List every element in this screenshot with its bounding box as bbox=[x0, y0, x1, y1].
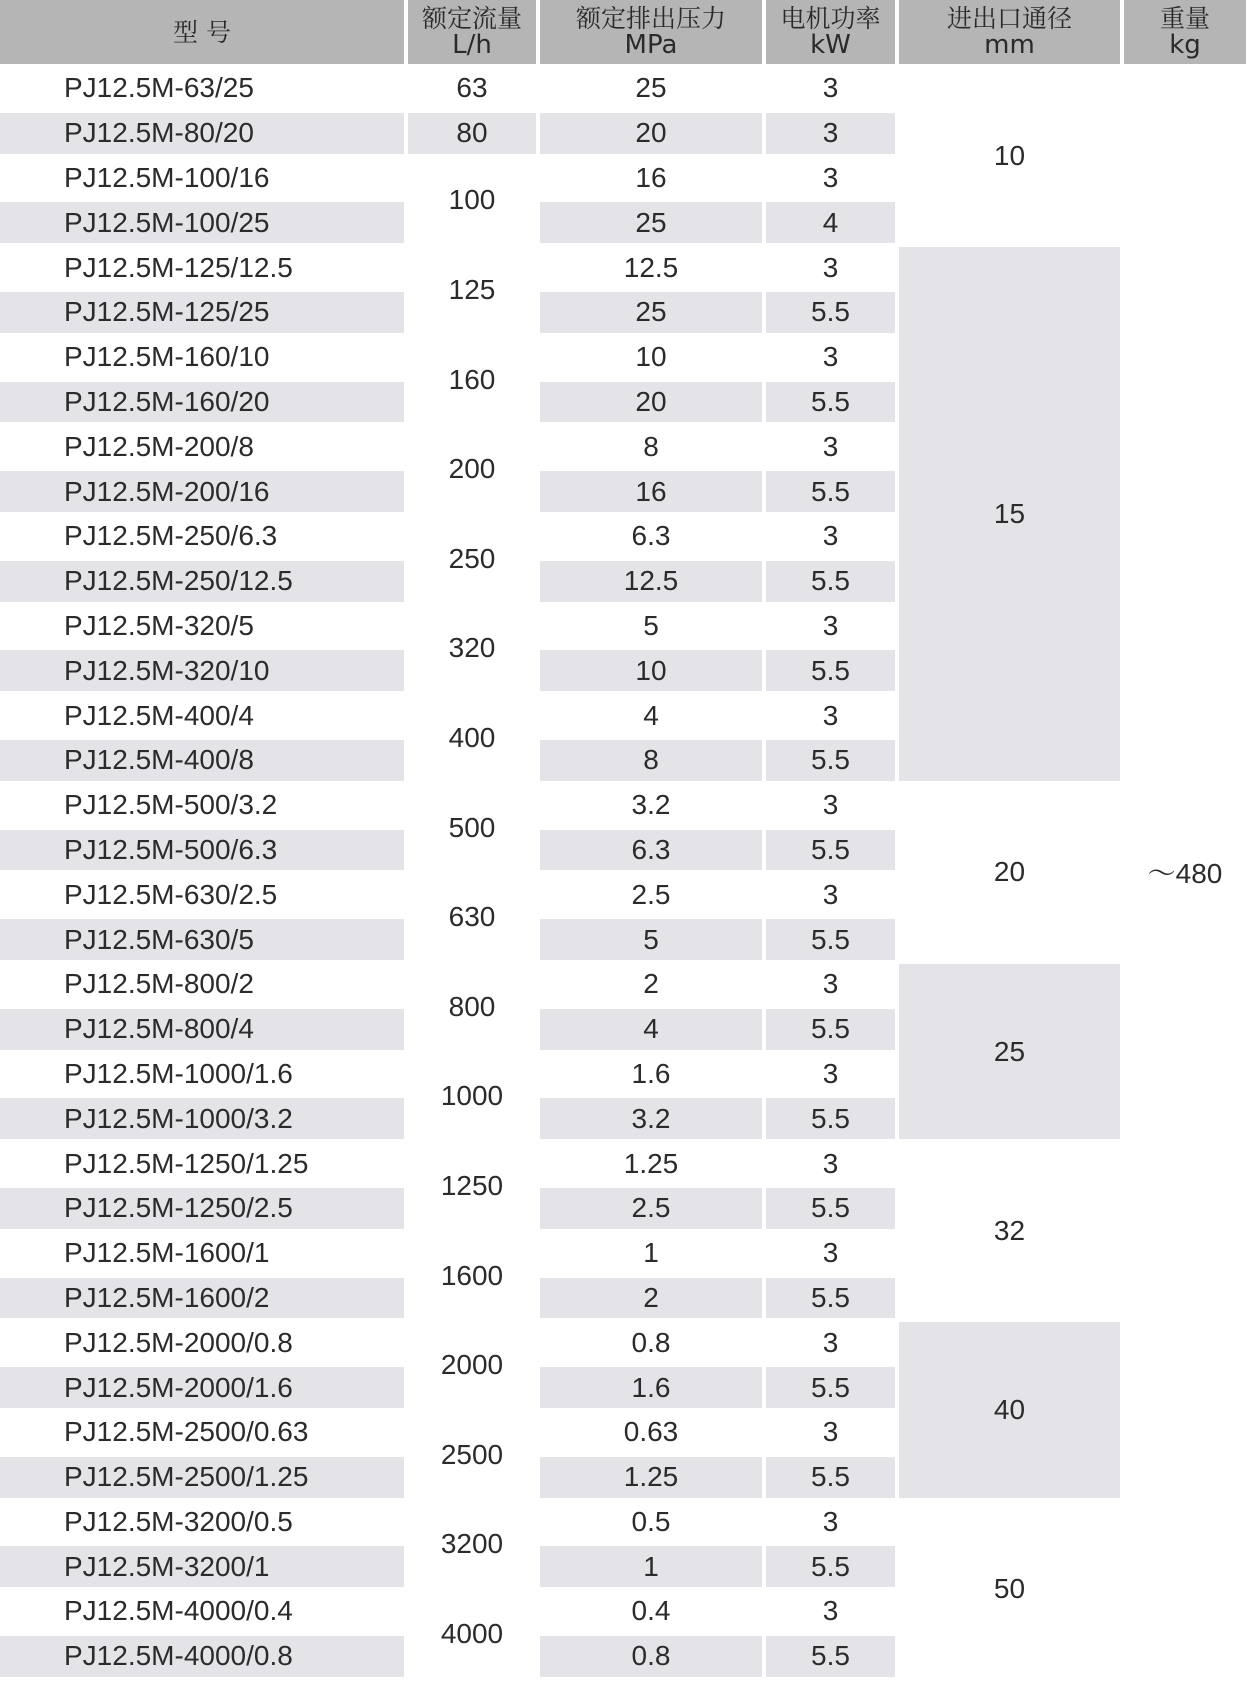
pressure-cell: 6.3 bbox=[540, 516, 762, 557]
pressure-cell: 1.6 bbox=[540, 1054, 762, 1095]
flow-cell: 1250 bbox=[408, 1143, 536, 1229]
pressure-cell: 20 bbox=[540, 382, 762, 423]
model-cell: PJ12.5M-200/16 bbox=[0, 471, 404, 512]
pressure-cell: 2.5 bbox=[540, 874, 762, 915]
pressure-cell: 6.3 bbox=[540, 830, 762, 871]
model-cell: PJ12.5M-2000/1.6 bbox=[0, 1367, 404, 1408]
power-cell: 3 bbox=[766, 113, 895, 154]
flow-cell: 800 bbox=[408, 964, 536, 1050]
table-row bbox=[0, 68, 1246, 109]
pressure-cell: 2 bbox=[540, 1278, 762, 1319]
power-cell: 5.5 bbox=[766, 1098, 895, 1139]
flow-cell: 4000 bbox=[408, 1591, 536, 1677]
header-power-unit: kW bbox=[810, 30, 851, 60]
port-cell: 10 bbox=[899, 68, 1120, 243]
header-model-label: 型 号 bbox=[173, 17, 231, 47]
pressure-cell: 25 bbox=[540, 292, 762, 333]
model-cell: PJ12.5M-100/25 bbox=[0, 202, 404, 243]
port-cell: 20 bbox=[899, 785, 1120, 960]
power-cell: 3 bbox=[766, 158, 895, 199]
pressure-cell: 20 bbox=[540, 113, 762, 154]
flow-cell: 1000 bbox=[408, 1054, 536, 1140]
header-power-label: 电机功率 bbox=[780, 4, 881, 33]
pressure-cell: 0.63 bbox=[540, 1412, 762, 1453]
pressure-cell: 3.2 bbox=[540, 785, 762, 826]
table-row bbox=[0, 247, 1246, 288]
power-cell: 3 bbox=[766, 964, 895, 1005]
header-pressure-unit: MPa bbox=[624, 30, 678, 60]
power-cell: 3 bbox=[766, 1502, 895, 1543]
model-cell: PJ12.5M-2500/1.25 bbox=[0, 1457, 404, 1498]
table-row bbox=[0, 1143, 1246, 1184]
model-cell: PJ12.5M-200/8 bbox=[0, 426, 404, 467]
pressure-cell: 1.6 bbox=[540, 1367, 762, 1408]
power-cell: 3 bbox=[766, 68, 895, 109]
power-cell: 5.5 bbox=[766, 1457, 895, 1498]
power-cell: 3 bbox=[766, 337, 895, 378]
model-cell: PJ12.5M-1000/3.2 bbox=[0, 1098, 404, 1139]
flow-cell: 500 bbox=[408, 785, 536, 871]
power-cell: 5.5 bbox=[766, 1009, 895, 1050]
header-port-unit: mm bbox=[984, 30, 1035, 60]
model-cell: PJ12.5M-1250/2.5 bbox=[0, 1188, 404, 1229]
power-cell: 3 bbox=[766, 1412, 895, 1453]
power-cell: 5.5 bbox=[766, 471, 895, 512]
table-row bbox=[0, 1502, 1246, 1543]
header-weight-label: 重量 bbox=[1159, 4, 1210, 33]
table-body bbox=[0, 68, 1246, 1677]
model-cell: PJ12.5M-80/20 bbox=[0, 113, 404, 154]
table-row bbox=[0, 785, 1246, 826]
power-cell: 5.5 bbox=[766, 650, 895, 691]
port-cell: 50 bbox=[899, 1502, 1120, 1677]
header-port bbox=[899, 0, 1120, 64]
model-cell: PJ12.5M-800/4 bbox=[0, 1009, 404, 1050]
power-cell: 3 bbox=[766, 247, 895, 288]
model-cell: PJ12.5M-400/8 bbox=[0, 740, 404, 781]
pressure-cell: 2 bbox=[540, 964, 762, 1005]
port-cell: 15 bbox=[899, 247, 1120, 781]
flow-cell: 1600 bbox=[408, 1233, 536, 1319]
pressure-cell: 1 bbox=[540, 1546, 762, 1587]
header-model bbox=[0, 0, 404, 64]
pressure-cell: 5 bbox=[540, 919, 762, 960]
header-power bbox=[766, 0, 895, 64]
pressure-cell: 12.5 bbox=[540, 561, 762, 602]
flow-cell: 125 bbox=[408, 247, 536, 333]
pressure-cell: 2.5 bbox=[540, 1188, 762, 1229]
flow-cell: 250 bbox=[408, 516, 536, 602]
power-cell: 5.5 bbox=[766, 919, 895, 960]
flow-cell: 63 bbox=[408, 68, 536, 109]
model-cell: PJ12.5M-800/2 bbox=[0, 964, 404, 1005]
header-flow bbox=[408, 0, 536, 64]
power-cell: 3 bbox=[766, 1143, 895, 1184]
pressure-cell: 0.8 bbox=[540, 1636, 762, 1677]
pressure-cell: 3.2 bbox=[540, 1098, 762, 1139]
flow-cell: 200 bbox=[408, 426, 536, 512]
port-cell: 40 bbox=[899, 1322, 1120, 1497]
model-cell: PJ12.5M-1600/2 bbox=[0, 1278, 404, 1319]
flow-cell: 100 bbox=[408, 158, 536, 244]
model-cell: PJ12.5M-1600/1 bbox=[0, 1233, 404, 1274]
port-cell: 25 bbox=[899, 964, 1120, 1139]
model-cell: PJ12.5M-3200/1 bbox=[0, 1546, 404, 1587]
pressure-cell: 4 bbox=[540, 695, 762, 736]
flow-cell: 400 bbox=[408, 695, 536, 781]
header-weight bbox=[1124, 0, 1246, 64]
pressure-cell: 0.4 bbox=[540, 1591, 762, 1632]
model-cell: PJ12.5M-160/10 bbox=[0, 337, 404, 378]
power-cell: 3 bbox=[766, 785, 895, 826]
model-cell: PJ12.5M-160/20 bbox=[0, 382, 404, 423]
model-cell: PJ12.5M-63/25 bbox=[0, 68, 404, 109]
power-cell: 5.5 bbox=[766, 1188, 895, 1229]
pressure-cell: 12.5 bbox=[540, 247, 762, 288]
power-cell: 3 bbox=[766, 1054, 895, 1095]
power-cell: 3 bbox=[766, 516, 895, 557]
power-cell: 3 bbox=[766, 1591, 895, 1632]
table-header bbox=[0, 0, 1246, 64]
power-cell: 5.5 bbox=[766, 561, 895, 602]
weight-cell: ～480 bbox=[1124, 68, 1246, 1677]
flow-cell: 2000 bbox=[408, 1322, 536, 1408]
pressure-cell: 16 bbox=[540, 471, 762, 512]
pressure-cell: 1.25 bbox=[540, 1457, 762, 1498]
model-cell: PJ12.5M-500/3.2 bbox=[0, 785, 404, 826]
model-cell: PJ12.5M-630/5 bbox=[0, 919, 404, 960]
flow-cell: 320 bbox=[408, 606, 536, 692]
power-cell: 3 bbox=[766, 695, 895, 736]
flow-cell: 3200 bbox=[408, 1502, 536, 1588]
power-cell: 3 bbox=[766, 874, 895, 915]
model-cell: PJ12.5M-320/5 bbox=[0, 606, 404, 647]
model-cell: PJ12.5M-2000/0.8 bbox=[0, 1322, 404, 1363]
pressure-cell: 25 bbox=[540, 202, 762, 243]
pressure-cell: 1.25 bbox=[540, 1143, 762, 1184]
pressure-cell: 4 bbox=[540, 1009, 762, 1050]
model-cell: PJ12.5M-250/6.3 bbox=[0, 516, 404, 557]
power-cell: 5.5 bbox=[766, 1636, 895, 1677]
model-cell: PJ12.5M-4000/0.8 bbox=[0, 1636, 404, 1677]
model-cell: PJ12.5M-4000/0.4 bbox=[0, 1591, 404, 1632]
power-cell: 3 bbox=[766, 606, 895, 647]
model-cell: PJ12.5M-125/12.5 bbox=[0, 247, 404, 288]
port-cell: 32 bbox=[899, 1143, 1120, 1318]
header-flow-unit: L/h bbox=[452, 30, 492, 60]
pressure-cell: 8 bbox=[540, 426, 762, 467]
flow-cell: 80 bbox=[408, 113, 536, 154]
power-cell: 3 bbox=[766, 426, 895, 467]
power-cell: 5.5 bbox=[766, 1278, 895, 1319]
power-cell: 5.5 bbox=[766, 740, 895, 781]
power-cell: 5.5 bbox=[766, 382, 895, 423]
pressure-cell: 8 bbox=[540, 740, 762, 781]
power-cell: 4 bbox=[766, 202, 895, 243]
header-pressure bbox=[540, 0, 762, 64]
header-weight-unit: kg bbox=[1169, 30, 1201, 60]
model-cell: PJ12.5M-3200/0.5 bbox=[0, 1502, 404, 1543]
power-cell: 5.5 bbox=[766, 292, 895, 333]
pressure-cell: 10 bbox=[540, 650, 762, 691]
table-row bbox=[0, 964, 1246, 1005]
header-pressure-label: 额定排出压力 bbox=[575, 4, 726, 33]
power-cell: 3 bbox=[766, 1322, 895, 1363]
model-cell: PJ12.5M-100/16 bbox=[0, 158, 404, 199]
model-cell: PJ12.5M-1250/1.25 bbox=[0, 1143, 404, 1184]
flow-cell: 630 bbox=[408, 874, 536, 960]
power-cell: 5.5 bbox=[766, 1546, 895, 1587]
model-cell: PJ12.5M-630/2.5 bbox=[0, 874, 404, 915]
header-row bbox=[0, 0, 1246, 64]
table-row bbox=[0, 1322, 1246, 1363]
pressure-cell: 1 bbox=[540, 1233, 762, 1274]
model-cell: PJ12.5M-250/12.5 bbox=[0, 561, 404, 602]
pressure-cell: 0.8 bbox=[540, 1322, 762, 1363]
pressure-cell: 0.5 bbox=[540, 1502, 762, 1543]
power-cell: 5.5 bbox=[766, 1367, 895, 1408]
model-cell: PJ12.5M-1000/1.6 bbox=[0, 1054, 404, 1095]
header-port-label: 进出口通径 bbox=[946, 4, 1072, 33]
power-cell: 5.5 bbox=[766, 830, 895, 871]
pressure-cell: 5 bbox=[540, 606, 762, 647]
header-flow-label: 额定流量 bbox=[421, 4, 522, 33]
pressure-cell: 10 bbox=[540, 337, 762, 378]
power-cell: 3 bbox=[766, 1233, 895, 1274]
flow-cell: 160 bbox=[408, 337, 536, 423]
pressure-cell: 16 bbox=[540, 158, 762, 199]
model-cell: PJ12.5M-125/25 bbox=[0, 292, 404, 333]
model-cell: PJ12.5M-400/4 bbox=[0, 695, 404, 736]
model-cell: PJ12.5M-2500/0.63 bbox=[0, 1412, 404, 1453]
flow-cell: 2500 bbox=[408, 1412, 536, 1498]
pressure-cell: 25 bbox=[540, 68, 762, 109]
model-cell: PJ12.5M-500/6.3 bbox=[0, 830, 404, 871]
model-cell: PJ12.5M-320/10 bbox=[0, 650, 404, 691]
